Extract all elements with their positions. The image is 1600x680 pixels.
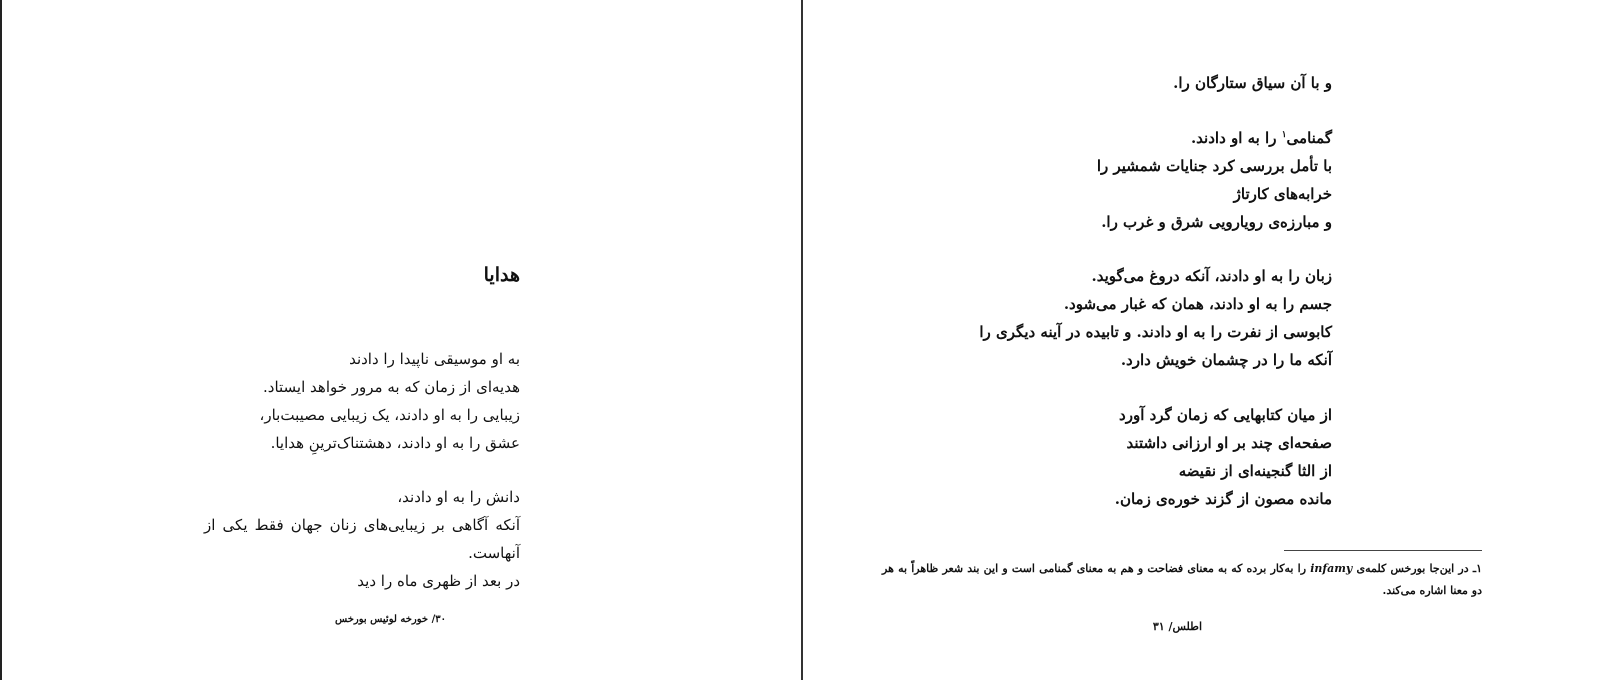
poem-line: از میان کتابهایی که زمان گرد آورد	[1119, 406, 1332, 424]
poem-word: را به او دادند.	[1190, 129, 1277, 147]
right-page	[803, 0, 1600, 680]
poem-line: و مبارزه‌ی رویارویی شرق و غرب را.	[1101, 213, 1332, 231]
footnote-latin-word: infamy	[1310, 562, 1353, 575]
poem-line: کابوسی از نفرت را به او دادند. و تابیده در آینه دیگری را	[979, 323, 1332, 341]
stanza	[1097, 124, 1332, 236]
poem-line: عشق را به او دادند، دهشتناک‌ترینِ هدایا.	[270, 434, 520, 452]
stanza	[1173, 69, 1332, 97]
poem-line: و با آن سیاق ستارگان را.	[1173, 74, 1332, 92]
poem-line: به او موسیقی ناپیدا را دادند	[349, 350, 520, 368]
left-page	[2, 0, 801, 680]
poem-line: خرابه‌های کارتاژ	[1233, 185, 1332, 203]
stanza	[979, 262, 1332, 374]
poem-line: آنکه آگاهی بر زیبایی‌های زنان جهان فقط یکی از آنهاست.	[204, 516, 520, 562]
poem-line	[1097, 124, 1332, 152]
poem-word: گمنامی	[1286, 129, 1332, 147]
stanza	[1115, 401, 1332, 513]
poem-line: از الثا گنجینه‌ای از نقیضه	[1178, 462, 1332, 480]
page-folio: اطلس/ ۳۱	[1152, 620, 1202, 633]
footnote	[882, 558, 1482, 602]
poem-line: در بعد از ظهری ماه را دید	[357, 572, 520, 590]
page-folio: ۳۰/ خورخه لوئیس بورخس	[334, 614, 446, 625]
footnote-text: را به‌کار برده که به معنای فضاحت و هم به معنای گمنامی است و این بند شعر ظاهراً به هر دو معنا اشاره می‌کند.	[882, 562, 1482, 597]
poem-line: صفحه‌ای چند بر او ارزانی داشتند	[1126, 434, 1332, 452]
poem-line: مانده مصون از گزند خوره‌ی زمان.	[1114, 490, 1332, 508]
poem-line: زبان را به او دادند، آنکه دروغ می‌گوید.	[1091, 267, 1332, 285]
poem-line: زیبایی را به او دادند، یک زیبایی مصیبت‌بار،	[259, 406, 520, 424]
poem-line: آنکه ما را در چشمان خویش دارد.	[1120, 351, 1332, 369]
footnote-text: ۱ـ در این‌جا بورخس کلمه‌ی	[1356, 562, 1482, 575]
poem-line: دانش را به او دادند،	[397, 488, 520, 506]
stanza	[260, 345, 520, 457]
poem-line: با تأمل بررسی کرد جنایات شمشیر را	[1096, 157, 1332, 175]
poem-title: هدایا	[483, 264, 520, 286]
footnote-divider	[1284, 550, 1482, 551]
poem-line: هدیه‌ای از زمان که به مرور خواهد ایستاد.	[263, 378, 520, 396]
poem-line: جسم را به او دادند، همان که غبار می‌شود.	[1063, 295, 1332, 313]
footnote-marker[interactable]: ۱	[1281, 130, 1287, 140]
stanza	[204, 483, 520, 595]
